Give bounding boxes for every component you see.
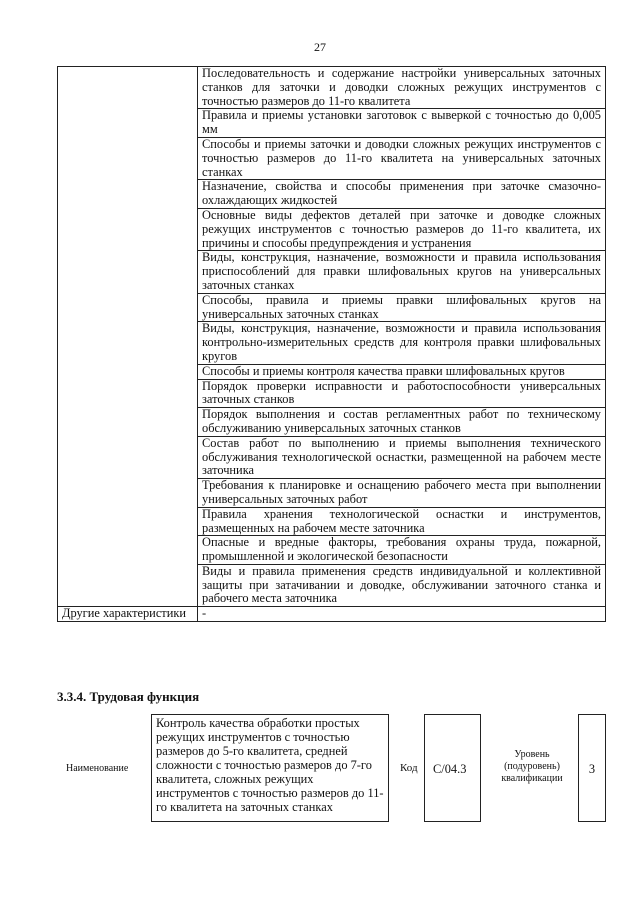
table-row: Способы и приемы заточки и доводки сложных режущих инструментов с точностью размеров до 11-го квалитета на универсальных заточных станках xyxy=(198,137,606,179)
code-value: С/04.3 xyxy=(433,762,467,776)
other-characteristics-value: - xyxy=(198,607,606,622)
table-row: Способы и приемы контроля качества правки шлифовальных кругов xyxy=(198,364,606,379)
table-row: Способы, правила и приемы правки шлифовальных кругов на универсальных заточных станках xyxy=(198,293,606,322)
table-row: Правила хранения технологической оснастки и инструментов, размещенных на рабочем месте заточника xyxy=(198,507,606,536)
section-heading: 3.3.4. Трудовая функция xyxy=(57,689,200,704)
knowledge-table xyxy=(57,66,606,622)
other-characteristics-label: Другие характеристики xyxy=(58,607,198,622)
table-row: Основные виды дефектов деталей при заточке и доводке сложных режущих инструментов с точностью размеров до 11-го квалитета, их причины и способы предупреждения и устранения xyxy=(198,208,606,250)
table-row: Назначение, свойства и способы применения при заточке смазочно-охлаждающих жидкостей xyxy=(198,180,606,209)
table-row: Последовательность и содержание настройки универсальных заточных станков для заточки и доводки сложных режущих инструментов с точностью размеров до 11-го квалитета xyxy=(198,67,606,109)
qualification-level-box xyxy=(578,714,606,822)
table-row: Требования к планировке и оснащению рабочего места при выполнении универсальных заточных работ xyxy=(198,479,606,508)
function-name-box: Контроль качества обработки простых режущих инструментов с точностью размеров до 5-го квалитета, средней сложности с точностью размеров до 7-го квалитета, сложных режущих инструментов с точностью размеров до 11-го квалитета на заточных станках xyxy=(151,714,389,822)
table-row: Виды и правила применения средств индивидуальной и коллективной защиты при затачивании и доводке, обслуживании заточного станка и рабочего места заточника xyxy=(198,564,606,606)
table-row: Опасные и вредные факторы, требования охраны труда, пожарной, промышленной и экологической безопасности xyxy=(198,536,606,565)
code-box xyxy=(424,714,481,822)
page-number: 27 xyxy=(314,40,326,54)
table-row: Правила и приемы установки заготовок с выверкой с точностью до 0,005 мм xyxy=(198,109,606,138)
table-row: Порядок выполнения и состав регламентных работ по техническому обслуживанию универсальных заточных станков xyxy=(198,408,606,437)
table-row: Порядок проверки исправности и работоспособности универсальных заточных станков xyxy=(198,379,606,408)
name-label: Наименование xyxy=(66,763,129,774)
table-left-empty xyxy=(58,67,198,607)
qualification-level-value: 3 xyxy=(588,762,596,776)
code-label: Код xyxy=(400,762,418,774)
table-row: Состав работ по выполнению и приемы выполнения технического обслуживания технологической оснастки, размещенной на рабочем месте заточника xyxy=(198,436,606,478)
table-row: Виды, конструкция, назначение, возможности и правила использования контрольно-измерительных средств для контроля правки шлифовальных кругов xyxy=(198,322,606,364)
qualification-level-label: Уровень (подуровень) квалификации xyxy=(501,749,563,784)
table-row: Виды, конструкция, назначение, возможности и правила использования приспособлений для правки шлифовальных кругов на универсальных заточных станках xyxy=(198,251,606,293)
